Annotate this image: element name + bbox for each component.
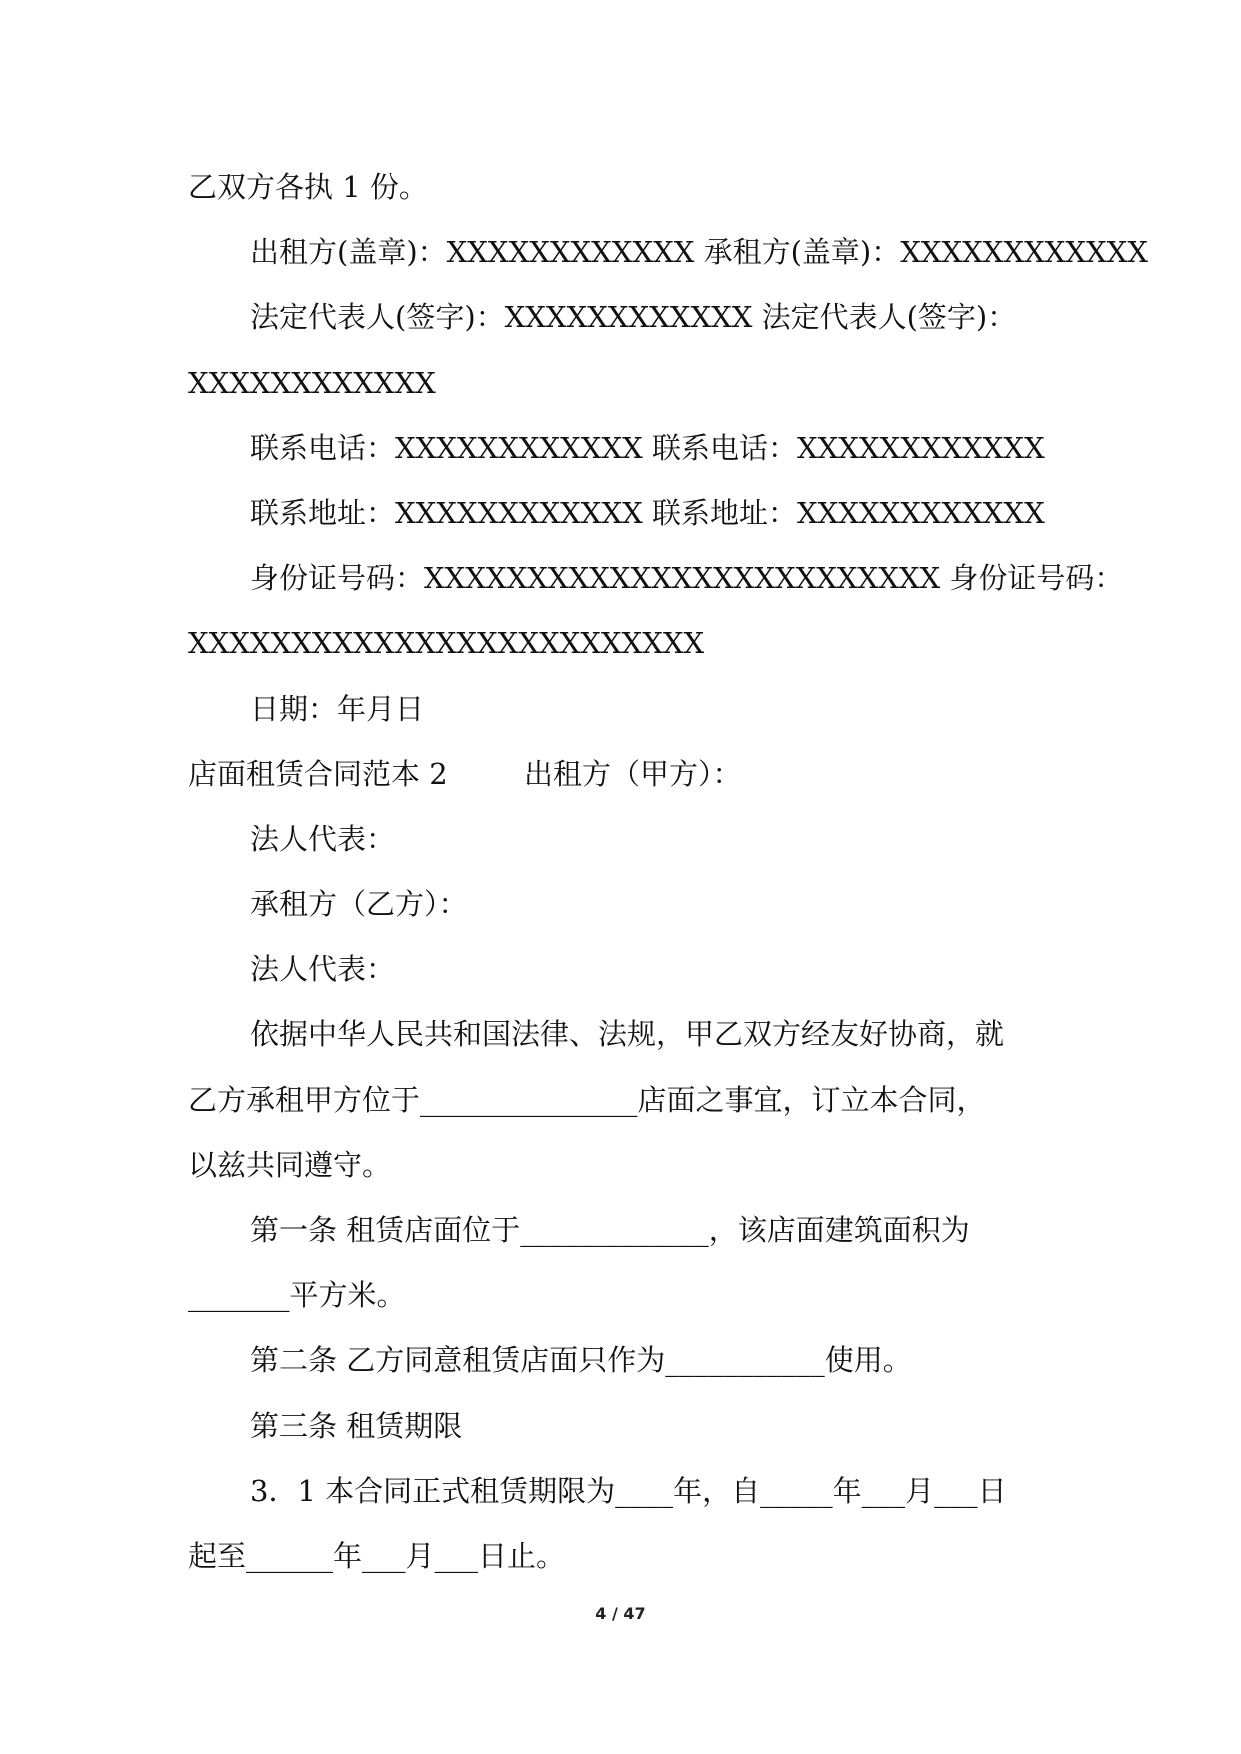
text-line-14: 依据中华人民共和国法律、法规，甲乙双方经友好协商，就	[250, 1017, 1005, 1052]
text-line-1: 乙双方各执 1 份。	[188, 170, 428, 204]
text-line-19: 第二条 乙方同意租赁店面只作为___________使用。	[250, 1343, 912, 1378]
text-line-2: 出租方(盖章)：XXXXXXXXXXXX 承租方(盖章)：XXXXXXXXXXXX	[250, 235, 1148, 270]
text-line-15: 乙方承租甲方位于_______________店面之事宜，订立本合同，	[188, 1082, 986, 1117]
text-line-6: 联系地址：XXXXXXXXXXXX 联系地址：XXXXXXXXXXXX	[250, 495, 1045, 530]
section-heading	[188, 742, 1068, 807]
text-line-20: 第三条 租赁期限	[250, 1408, 463, 1443]
text-line-21: 3．1 本合同正式租赁期限为____年，自_____年___月___日	[250, 1473, 1007, 1508]
section-heading-title: 店面租赁合同范本 2	[188, 756, 448, 791]
text-line-17: 第一条 租赁店面位于_____________，该店面建筑面积为	[250, 1213, 970, 1247]
page-number: 4 / 47	[595, 1604, 646, 1623]
text-line-3: 法定代表人(签字)：XXXXXXXXXXXX 法定代表人(签字)：	[250, 300, 1017, 335]
text-line-13: 法人代表：	[250, 952, 396, 987]
text-line-5: 联系电话：XXXXXXXXXXXX 联系电话：XXXXXXXXXXXX	[250, 430, 1045, 465]
text-line-22: 起至______年___月___日止。	[188, 1538, 566, 1573]
text-line-16: 以兹共同遵守。	[188, 1147, 392, 1182]
text-line-18: _______平方米。	[188, 1278, 406, 1313]
text-line-8: XXXXXXXXXXXXXXXXXXXXXXXXX	[188, 626, 705, 661]
text-line-12: 承租方（乙方）：	[250, 887, 468, 922]
document-body	[188, 155, 1148, 1589]
text-line-4: XXXXXXXXXXXX	[188, 365, 436, 400]
text-line-11: 法人代表：	[250, 821, 396, 856]
section-heading-lessor: 出租方（甲方）：	[524, 756, 742, 791]
text-line-9: 日期：年月日	[250, 691, 425, 726]
text-line-7: 身份证号码：XXXXXXXXXXXXXXXXXXXXXXXXX 身份证号码：	[250, 561, 1124, 596]
